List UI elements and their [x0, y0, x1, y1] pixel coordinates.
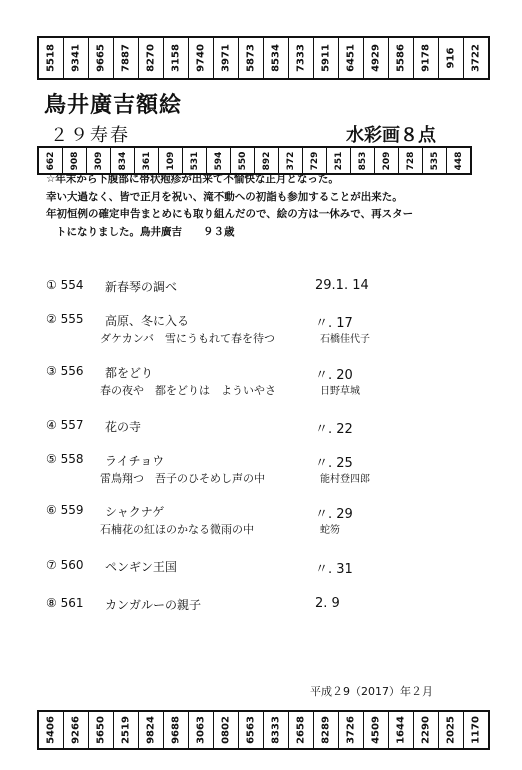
top-number-band — [37, 36, 490, 80]
medium-label: 水彩画８点 — [346, 125, 436, 146]
band-cell — [113, 712, 138, 748]
entry-number: ⑤ 558 — [46, 452, 84, 466]
entry-title: 新春琴の調べ — [105, 280, 178, 294]
entry-number: ③ 556 — [46, 364, 84, 378]
band-cell — [188, 38, 213, 78]
entry-date: 〃. 31 — [315, 562, 353, 577]
band-number: 531 — [189, 151, 200, 170]
band-cell — [326, 148, 350, 173]
band-cell — [350, 148, 374, 173]
entry-author: 蛇笏 — [320, 525, 340, 536]
band-number: 1644 — [395, 716, 407, 744]
band-number: 9266 — [70, 716, 82, 744]
band-number: 4509 — [370, 716, 382, 744]
band-cell — [88, 712, 113, 748]
band-number: 908 — [69, 151, 80, 170]
band-number: 109 — [165, 151, 176, 170]
band-number: 5518 — [45, 44, 57, 72]
band-cell — [438, 38, 463, 78]
band-number: 3726 — [345, 716, 357, 744]
band-number: 3971 — [220, 44, 232, 72]
band-cell — [413, 38, 438, 78]
band-cell — [254, 148, 278, 173]
band-cell — [182, 148, 206, 173]
band-cell — [158, 148, 182, 173]
entry-verse: 雷鳥翔つ 吾子のひそめし声の中 — [100, 472, 265, 485]
entry-title: カンガルーの親子 — [105, 598, 202, 612]
intro-line: 年初恒例の確定申告まとめにも取り組んだので、絵の方は一休みで、再スター — [46, 208, 414, 220]
entry-title: 花の寺 — [105, 420, 142, 434]
band-cell — [446, 148, 470, 173]
band-cell — [62, 148, 86, 173]
band-cell — [88, 38, 113, 78]
band-number: 0802 — [220, 716, 232, 744]
band-number: 7887 — [120, 44, 132, 72]
band-cell — [163, 38, 188, 78]
entry-number: ② 555 — [46, 312, 84, 326]
band-cell — [363, 712, 388, 748]
page-title: 鳥井廣吉額絵 — [44, 93, 183, 118]
intro-line: トになりました。鳥井廣吉 ９３歳 — [56, 225, 235, 238]
band-number: 594 — [213, 151, 224, 170]
band-number: 9824 — [145, 716, 157, 744]
band-number: 6563 — [245, 716, 257, 744]
band-cell — [313, 38, 338, 78]
band-number: 209 — [381, 151, 392, 170]
band-number: 8333 — [270, 716, 282, 744]
entry-number: ⑥ 559 — [46, 503, 84, 517]
entry-number: ④ 557 — [46, 418, 84, 432]
entry-title: 都をどり — [105, 366, 154, 380]
band-number: 6451 — [345, 44, 357, 72]
entry-number: ⑦ 560 — [46, 558, 84, 572]
bottom-number-band — [37, 710, 490, 750]
band-number: 9688 — [170, 716, 182, 744]
band-cell — [438, 712, 463, 748]
band-number: 834 — [117, 151, 128, 170]
band-cell — [39, 148, 62, 173]
band-cell — [288, 712, 313, 748]
band-cell — [263, 712, 288, 748]
band-number: 535 — [429, 151, 440, 170]
footer-date: 平成２9（2017）年２月 — [310, 685, 433, 698]
entry-title: ライチョウ — [105, 454, 165, 468]
band-cell — [138, 38, 163, 78]
band-cell — [302, 148, 326, 173]
band-cell — [230, 148, 254, 173]
band-cell — [338, 38, 363, 78]
entry-title: 高原、冬に入る — [105, 314, 190, 328]
band-cell — [206, 148, 230, 173]
band-cell — [263, 38, 288, 78]
band-number: 5650 — [95, 716, 107, 744]
band-cell — [388, 712, 413, 748]
band-number: 2658 — [295, 716, 307, 744]
band-number: 7333 — [295, 44, 307, 72]
band-cell — [188, 712, 213, 748]
entry-number: ⑧ 561 — [46, 596, 84, 610]
band-number: 448 — [453, 151, 464, 170]
band-cell — [39, 38, 63, 78]
band-cell — [86, 148, 110, 173]
band-number: 9665 — [95, 44, 107, 72]
band-cell — [63, 712, 88, 748]
band-number: 728 — [405, 151, 416, 170]
band-cell — [138, 712, 163, 748]
band-number: 8270 — [145, 44, 157, 72]
band-cell — [110, 148, 134, 173]
intro-line: ☆年末から下腹部に帯状疱疹が出来て不愉快な正月となった。 — [46, 173, 339, 185]
band-number: 372 — [285, 151, 296, 170]
band-number: 5911 — [320, 44, 332, 72]
intro-text — [46, 171, 486, 241]
entry-date: 〃. 29 — [315, 507, 353, 522]
band-number: 3063 — [195, 716, 207, 744]
band-number: 662 — [45, 151, 56, 170]
band-cell — [388, 38, 413, 78]
entry-date: 〃. 25 — [315, 456, 353, 471]
entry-number: ① 554 — [46, 278, 84, 292]
entry-title: シャクナゲ — [105, 505, 165, 519]
entry-author: 日野草城 — [320, 386, 360, 397]
band-number: 361 — [141, 151, 152, 170]
band-cell — [134, 148, 158, 173]
band-cell — [463, 712, 488, 748]
band-number: 3158 — [170, 44, 182, 72]
entry-author: 能村登四郎 — [320, 474, 370, 485]
band-number: 9178 — [420, 44, 432, 72]
band-number: 9341 — [70, 44, 82, 72]
band-number: 2025 — [445, 716, 457, 744]
band-cell — [278, 148, 302, 173]
band-number: 5586 — [395, 44, 407, 72]
band-cell — [238, 38, 263, 78]
band-number: 5406 — [45, 716, 57, 744]
band-number: 251 — [333, 151, 344, 170]
entry-date: 〃. 17 — [315, 316, 353, 331]
band-cell — [422, 148, 446, 173]
intro-line: 幸い大過なく、皆で正月を祝い、滝不動への初詣も参加することが出来た。 — [46, 190, 403, 203]
entry-date: 〃. 22 — [315, 422, 353, 437]
band-number: 3722 — [470, 44, 482, 72]
entry-title: ペンギン王国 — [105, 560, 177, 574]
band-cell — [238, 712, 263, 748]
band-number: 8534 — [270, 44, 282, 72]
band-cell — [413, 712, 438, 748]
band-cell — [338, 712, 363, 748]
entry-verse: 春の夜や 都をどりは よういやさ — [100, 384, 276, 397]
band-number: 2290 — [420, 716, 432, 744]
entry-author: 石橋佳代子 — [320, 334, 370, 345]
band-cell — [398, 148, 422, 173]
entry-verse: 石楠花の紅ほのかなる微雨の中 — [100, 523, 254, 536]
band-cell — [313, 712, 338, 748]
band-number: 309 — [93, 151, 104, 170]
band-cell — [363, 38, 388, 78]
band-cell — [163, 712, 188, 748]
band-number: 729 — [309, 151, 320, 170]
entry-verse: ダケカンバ 雪にうもれて春を待つ — [100, 332, 276, 345]
band-number: 892 — [261, 151, 272, 170]
band-number: 1170 — [470, 716, 482, 744]
band-cell — [463, 38, 488, 78]
band-cell — [213, 38, 238, 78]
entry-date: 29.1. 14 — [315, 278, 369, 293]
band-number: 550 — [237, 151, 248, 170]
band-cell — [63, 38, 88, 78]
band-cell — [213, 712, 238, 748]
band-number: 916 — [445, 47, 457, 69]
band-number: 853 — [357, 151, 368, 170]
band-number: 8289 — [320, 716, 332, 744]
band-number: 4929 — [370, 44, 382, 72]
band-number: 5873 — [245, 44, 257, 72]
band-number: 9740 — [195, 44, 207, 72]
band-number: 2519 — [120, 716, 132, 744]
entry-date: 2. 9 — [315, 596, 340, 611]
band-cell — [288, 38, 313, 78]
band-cell — [374, 148, 398, 173]
band-cell — [39, 712, 63, 748]
subtitle: ２９寿春 — [50, 125, 130, 146]
entry-date: 〃. 20 — [315, 368, 353, 383]
band-cell — [113, 38, 138, 78]
